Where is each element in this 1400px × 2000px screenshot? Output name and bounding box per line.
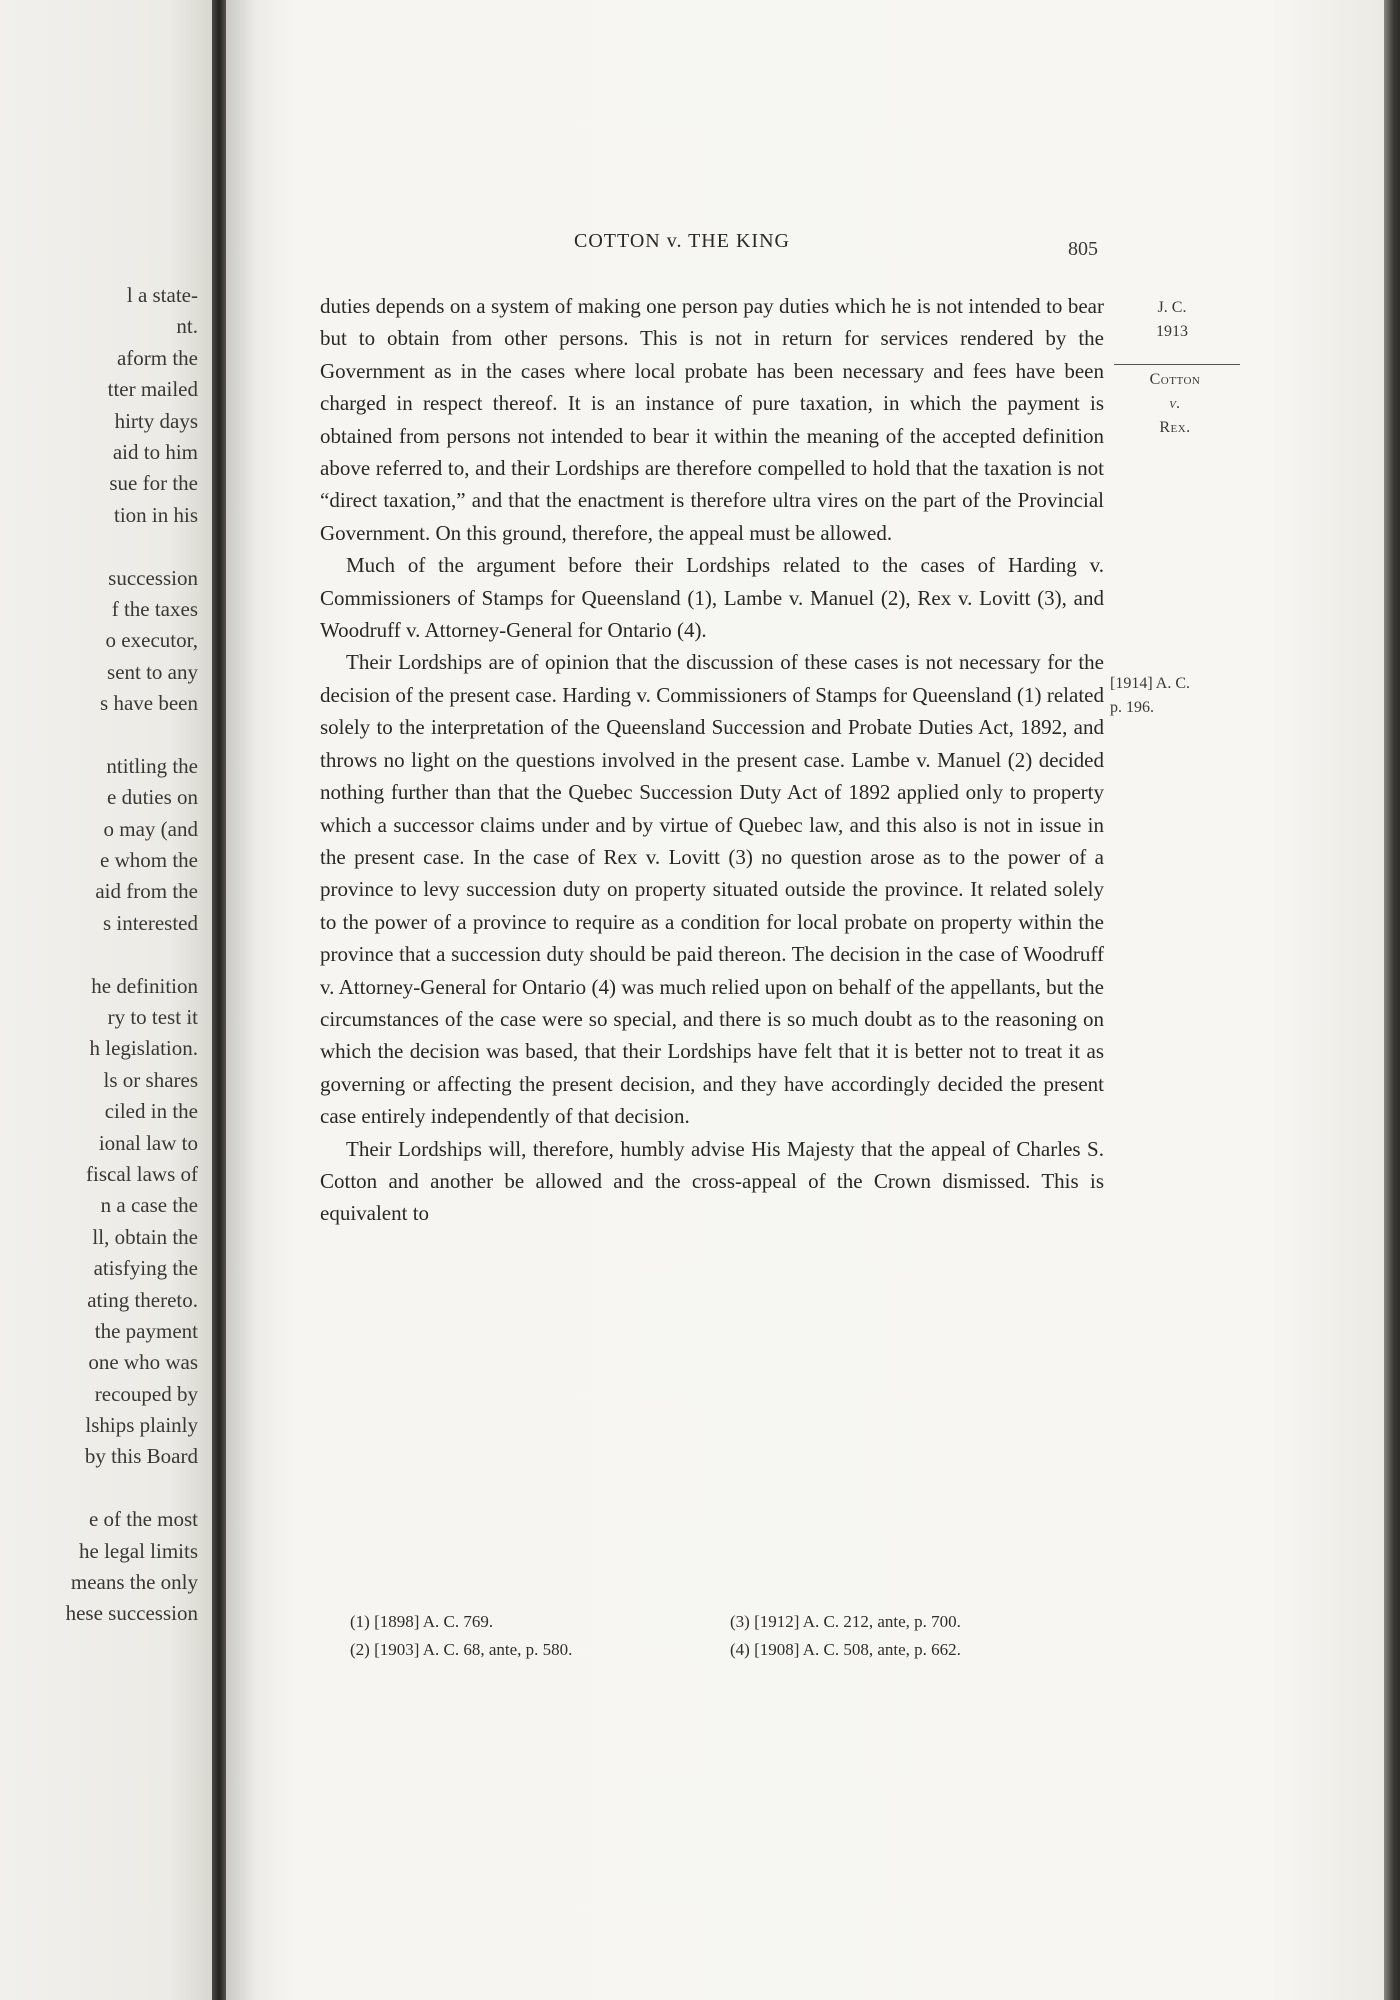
footnote: (3) [1912] A. C. 212, ante, p. 700. xyxy=(730,1612,961,1631)
left-line: ll, obtain the xyxy=(92,1224,198,1249)
paragraph: Their Lordships are of opinion that the discussion of these cases is not necessary for the decision of the present case. Harding v. Commissioners of Stamps for Queensland (1) related solely to the interpretation of the Queensland Succession and Probate Duties Act, 1892, and throws no light on the questions involved in the present case. Lambe v. Manuel (2) decided nothing further than that the Quebec Succession Duty Act of 1892 applied only to property which a successor claims under and by virtue of Quebec law, and this also is not in issue in the present case. In the case of Rex v. Lovitt (3) no question arose as to the power of a province to levy succession duty on property situated outside the province. It related solely to the power of a province to require as a condition for local probate on property within the province that a succession duty should be paid thereon. The decision in the case of Woodruff v. Attorney-General for Ontario (4) was much relied upon on behalf of the appellants, but the circumstances of the case were so special, and there is so much doubt as to the reasoning on which the decision was based, that their Lordships have felt that it is better not to treat it as governing or affecting the present decision, and they have accordingly decided the present case entirely independently of that decision. xyxy=(320,650,1104,1129)
left-line: one who was xyxy=(88,1350,198,1375)
left-line: sue for the xyxy=(109,471,198,496)
margin-case-bottom: Rex. xyxy=(1159,419,1191,436)
footnote: (2) [1903] A. C. 68, ante, p. 580. xyxy=(350,1640,573,1659)
left-line: ciled in the xyxy=(104,1099,198,1124)
left-line: ating thereto. xyxy=(87,1287,198,1312)
left-line: ntitling the xyxy=(106,753,198,778)
left-line: o may (and xyxy=(103,816,198,841)
left-line: by this Board xyxy=(84,1444,198,1469)
footnotes xyxy=(350,1608,1090,1664)
left-line: e of the most xyxy=(88,1507,198,1532)
left-line: h legislation. xyxy=(89,1036,198,1061)
margin-citation-line2: p. 196. xyxy=(1110,699,1154,716)
margin-citation-line1: [1914] A. C. xyxy=(1110,675,1190,692)
left-page xyxy=(0,0,212,2000)
left-line: fiscal laws of xyxy=(86,1161,198,1186)
left-line: ry to test it xyxy=(107,1004,198,1029)
left-page-text xyxy=(0,280,198,1630)
left-line: the payment xyxy=(94,1318,198,1343)
left-line: s interested xyxy=(102,910,198,935)
left-line: atisfying the xyxy=(93,1256,198,1281)
left-line: aid to him xyxy=(112,439,198,464)
left-line: tter mailed xyxy=(107,377,198,402)
left-line xyxy=(0,1473,198,1504)
left-line: he definition xyxy=(91,973,198,998)
footnote: (4) [1908] A. C. 508, ante, p. 662. xyxy=(730,1640,961,1659)
margin-year: 1913 xyxy=(1156,323,1188,340)
left-line: hese succession xyxy=(65,1601,198,1626)
left-line: e duties on xyxy=(107,785,198,810)
left-line xyxy=(0,719,198,750)
page-number: 805 xyxy=(1068,238,1098,260)
left-line: f the taxes xyxy=(111,596,198,621)
left-line xyxy=(0,531,198,562)
paragraph: duties depends on a system of making one person pay duties which he is not intended to bear but to obtain from other persons. This is not in return for services rendered by the Government as in the cases where local probate has been necessary and fees have been charged in respect thereof. It is an instance of pure taxation, in which the payment is obtained from persons not intended to bear it within the meaning of the accepted definition above referred to, and their Lordships are therefore compelled to hold that the taxation is not “direct taxation,” and that the enactment is therefore ultra vires on the part of the Provincial Government. On this ground, therefore, the appeal must be allowed. xyxy=(320,294,1104,545)
left-line: lships plainly xyxy=(85,1413,198,1438)
left-line xyxy=(0,939,198,970)
margin-case-name xyxy=(1112,368,1238,440)
margin-rule xyxy=(1114,364,1240,365)
left-line: means the only xyxy=(70,1570,198,1595)
left-line: l a state- xyxy=(126,283,198,307)
body-text xyxy=(320,290,1104,1230)
left-line: tion in his xyxy=(113,502,198,527)
left-line: ional law to xyxy=(98,1130,198,1155)
page-edge xyxy=(1384,0,1400,2000)
margin-court-year xyxy=(1112,296,1232,344)
left-line: aform the xyxy=(116,345,198,370)
left-line: ls or shares xyxy=(103,1067,198,1092)
left-line: succession xyxy=(108,565,198,590)
margin-case-mid: v. xyxy=(1169,395,1181,412)
margin-court: J. C. xyxy=(1157,299,1187,316)
margin-case-top: Cotton xyxy=(1149,371,1201,388)
paragraph: Their Lordships will, therefore, humbly advise His Majesty that the appeal of Charles S. Cotton and another be allowed and the cross-appeal of the Crown dismissed. This is equivalent to xyxy=(320,1136,1104,1226)
left-line: sent to any xyxy=(107,659,198,684)
left-line: e whom the xyxy=(100,848,198,873)
left-line: nt. xyxy=(176,314,198,339)
book-gutter xyxy=(212,0,226,2000)
left-line: recouped by xyxy=(94,1381,198,1406)
left-line: n a case the xyxy=(100,1193,198,1218)
paragraph: Much of the argument before their Lordships related to the cases of Harding v. Commissioners of Stamps for Queensland (1), Lambe v. Manuel (2), Rex v. Lovitt (3), and Woodruff v. Attorney-General for Ontario (4). xyxy=(320,553,1104,643)
left-line: s have been xyxy=(100,691,198,716)
left-line: o executor, xyxy=(105,628,198,653)
left-line: hirty days xyxy=(114,408,198,433)
left-line: aid from the xyxy=(95,879,198,904)
left-line: he legal limits xyxy=(79,1538,198,1563)
margin-citation xyxy=(1110,672,1250,720)
running-head: COTTON v. THE KING xyxy=(574,230,790,252)
footnote: (1) [1898] A. C. 769. xyxy=(350,1612,494,1631)
page-shadow xyxy=(226,0,256,2000)
